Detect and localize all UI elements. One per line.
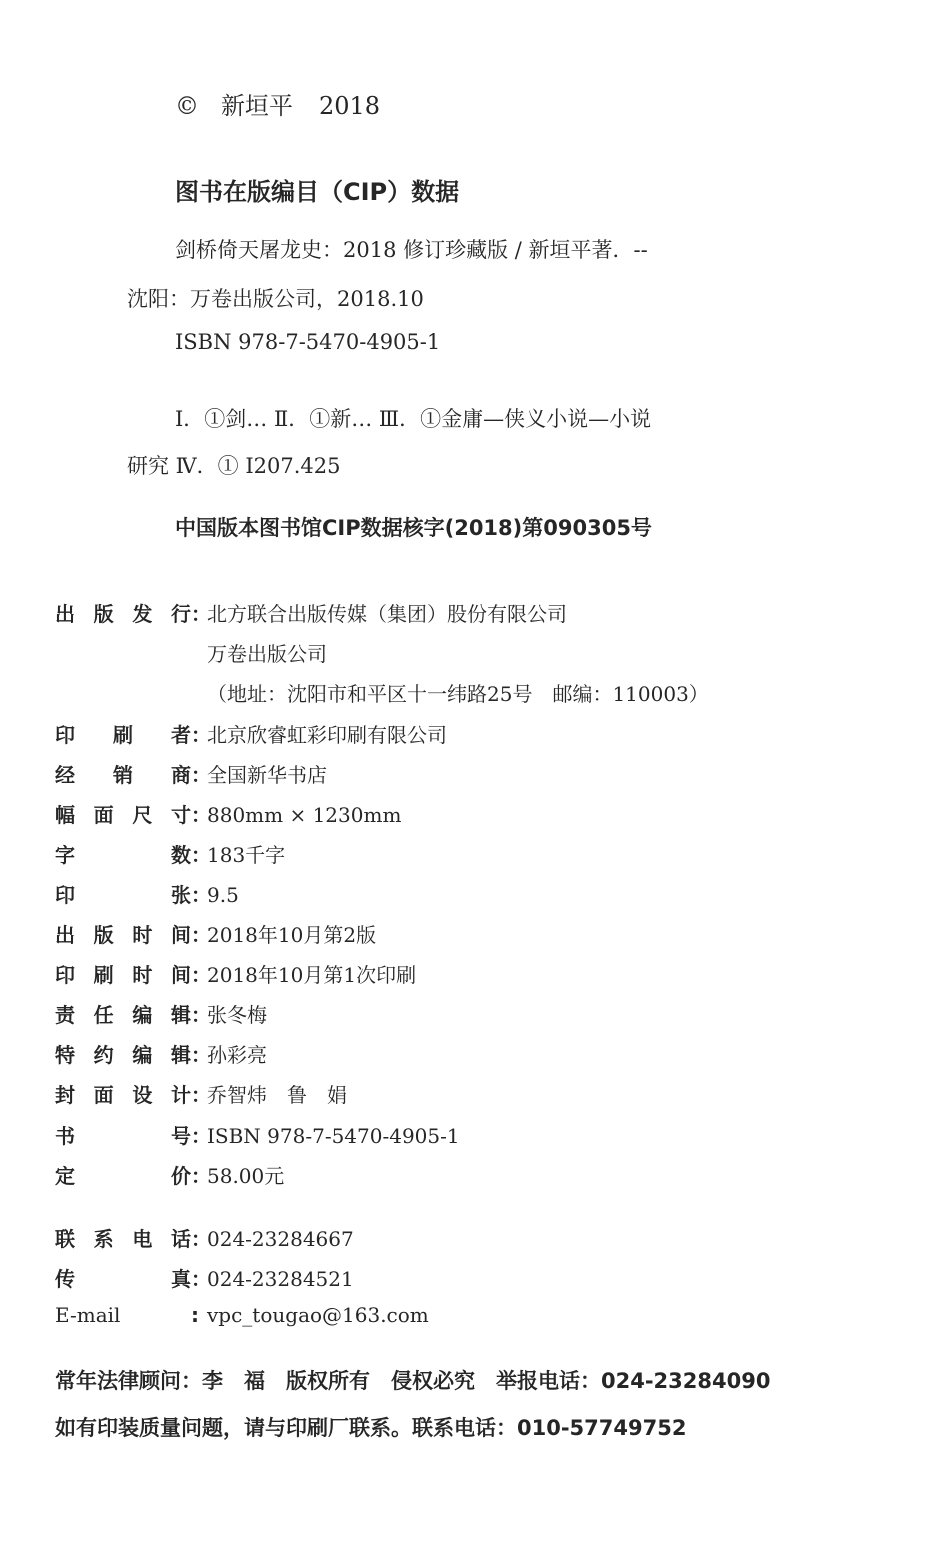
cip-line: 沈阳：万卷出版公司，2018.10 bbox=[127, 287, 424, 311]
cip-title: 图书在版编目（CIP）数据 bbox=[175, 178, 460, 206]
info-row-publisher: 出版发行：北方联合出版传媒（集团）股份有限公司 bbox=[55, 598, 567, 627]
info-row-word-count: 字数：183千字 bbox=[55, 839, 285, 868]
copyright-holder: 新垣平 bbox=[221, 92, 293, 120]
info-value: 北方联合出版传媒（集团）股份有限公司 bbox=[207, 602, 567, 626]
info-row-sheets: 印张：9.5 bbox=[55, 879, 239, 908]
cip-verification: 中国版本图书馆CIP数据核字(2018)第090305号 bbox=[175, 516, 652, 540]
info-value: 全国新华书店 bbox=[207, 763, 327, 787]
info-label: 书号 bbox=[55, 1124, 191, 1148]
contact-row-fax: 传真：024-23284521 bbox=[55, 1263, 354, 1292]
info-label: 幅面尺寸 bbox=[55, 803, 191, 827]
contact-row-phone: 联系电话：024-23284667 bbox=[55, 1223, 354, 1252]
contact-label: 传真 bbox=[55, 1267, 191, 1291]
info-label: 出版发行 bbox=[55, 602, 191, 626]
info-label: 字数 bbox=[55, 843, 191, 867]
info-label: 定价 bbox=[55, 1164, 191, 1188]
info-label: 印刷时间 bbox=[55, 963, 191, 987]
info-row-publisher-cont: 万卷出版公司 bbox=[207, 642, 327, 666]
info-label: 责任编辑 bbox=[55, 1003, 191, 1027]
info-row-editor: 责任编辑：张冬梅 bbox=[55, 999, 267, 1028]
info-value: 880mm × 1230mm bbox=[207, 803, 402, 827]
footer-legal: 常年法律顾问：李 福 版权所有 侵权必究 举报电话：024-23284090 bbox=[55, 1369, 771, 1393]
contact-value: 024-23284667 bbox=[207, 1227, 354, 1251]
info-row-publish-date: 出版时间：2018年10月第2版 bbox=[55, 919, 376, 948]
info-label: 封面设计 bbox=[55, 1083, 191, 1107]
info-row-address: （地址：沈阳市和平区十一纬路25号 邮编：110003） bbox=[207, 682, 709, 706]
info-row-price: 定价：58.00元 bbox=[55, 1160, 284, 1189]
info-value: 2018年10月第1次印刷 bbox=[207, 963, 417, 987]
contact-value: 024-23284521 bbox=[207, 1267, 354, 1291]
contact-value: vpc_tougao@163.com bbox=[207, 1303, 429, 1327]
info-row-isbn: 书号：ISBN 978-7-5470-4905-1 bbox=[55, 1120, 460, 1149]
footer-quality: 如有印装质量问题，请与印刷厂联系。联系电话：010-57749752 bbox=[55, 1416, 687, 1440]
info-label: 经销商 bbox=[55, 763, 191, 787]
info-row-special-editor: 特约编辑：孙彩亮 bbox=[55, 1039, 267, 1068]
cip-line-classification: 研究 Ⅳ．① I207.425 bbox=[127, 454, 341, 478]
info-row-format: 幅面尺寸：880mm × 1230mm bbox=[55, 799, 401, 828]
info-label: 特约编辑 bbox=[55, 1043, 191, 1067]
info-value: ISBN 978-7-5470-4905-1 bbox=[207, 1124, 460, 1148]
info-row-cover-design: 封面设计：乔智炜 鲁 娟 bbox=[55, 1079, 347, 1108]
info-value: 58.00元 bbox=[207, 1164, 285, 1188]
copyright-year: 2018 bbox=[319, 92, 381, 120]
copyright-line bbox=[175, 86, 380, 121]
info-value: 孙彩亮 bbox=[207, 1043, 267, 1067]
info-row-print-date: 印刷时间：2018年10月第1次印刷 bbox=[55, 959, 416, 988]
info-value: 乔智炜 鲁 娟 bbox=[207, 1083, 347, 1107]
cip-line: 剑桥倚天屠龙史：2018 修订珍藏版 / 新垣平著．-- bbox=[175, 238, 648, 262]
info-value: 北京欣睿虹彩印刷有限公司 bbox=[207, 723, 447, 747]
info-value: 9.5 bbox=[207, 883, 239, 907]
info-value: 183千字 bbox=[207, 843, 286, 867]
info-value: 张冬梅 bbox=[207, 1003, 267, 1027]
contact-label: 联系电话 bbox=[55, 1227, 191, 1251]
info-value: 2018年10月第2版 bbox=[207, 923, 377, 947]
info-label: 印张 bbox=[55, 883, 191, 907]
info-row-distributor: 经销商：全国新华书店 bbox=[55, 759, 327, 788]
copyright-symbol: © bbox=[175, 92, 199, 120]
contact-label: E-mail bbox=[55, 1303, 121, 1327]
cip-line-isbn: ISBN 978-7-5470-4905-1 bbox=[175, 330, 441, 354]
info-label: 印刷者 bbox=[55, 723, 191, 747]
contact-row-email: E-mail : vpc_tougao@163.com bbox=[55, 1303, 429, 1327]
info-row-printer: 印刷者：北京欣睿虹彩印刷有限公司 bbox=[55, 719, 447, 748]
cip-line-classification: Ⅰ．①剑… Ⅱ．①新… Ⅲ．①金庸—侠义小说—小说 bbox=[175, 407, 652, 431]
info-label: 出版时间 bbox=[55, 923, 191, 947]
